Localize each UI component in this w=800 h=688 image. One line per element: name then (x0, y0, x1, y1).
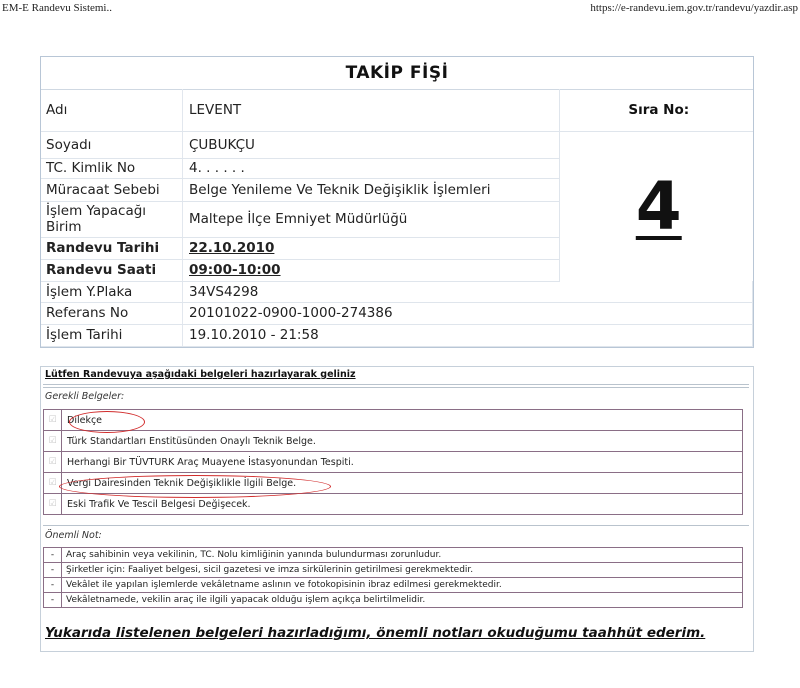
list-item (44, 578, 743, 593)
row-value: 4. . . . . . (183, 158, 560, 178)
row-label: Müracaat Sebebi (41, 178, 183, 201)
list-item (44, 593, 743, 608)
commitment-statement: Yukarıda listelenen belgeleri hazırladığımı, önemli notları okuduğumu taahhüt ederim. (45, 625, 706, 641)
row-label: Referans No (41, 302, 183, 324)
print-header (0, 0, 800, 16)
print-header-url: https://e-randevu.iem.gov.tr/randevu/yazdir.asp (590, 2, 798, 14)
list-item (44, 563, 743, 578)
row-label: İşlem Y.Plaka (41, 281, 183, 302)
row-value: Belge Yenileme Ve Teknik Değişiklik İşlemleri (183, 178, 560, 201)
list-item (44, 452, 743, 473)
list-item (44, 410, 743, 431)
checkbox-icon: ☑ (44, 431, 62, 452)
note-text: Vekâlet ile yapılan işlemlerde vekâletname aslının ve fotokopisinin ibraz edilmesi gerekmektedir. (62, 578, 743, 593)
note-text: Vekâletnamede, vekilin araç ile ilgili yapacak olduğu işlem açıkça belirtilmelidir. (62, 593, 743, 608)
document-item: Vergi Dairesinden Teknik Değişiklikle İlgili Belge. (62, 473, 743, 494)
row-label: İşlem Tarihi (41, 324, 183, 346)
row-label: Randevu Saati (41, 259, 183, 281)
bullet: - (44, 563, 62, 578)
divider (43, 384, 749, 385)
checkbox-icon: ☑ (44, 452, 62, 473)
tracking-receipt (40, 56, 754, 348)
row-label: Randevu Tarihi (41, 237, 183, 259)
bullet: - (44, 593, 62, 608)
document-item: Türk Standartları Enstitüsünden Onaylı Teknik Belge. (62, 431, 743, 452)
handwritten-circle-annotation (59, 475, 331, 498)
row-label: TC. Kimlik No (41, 158, 183, 178)
note-text: Şirketler için: Faaliyet belgesi, sicil gazetesi ve imza sirkülerinin getirilmesi gerekmektedir. (62, 563, 743, 578)
notes-table (43, 547, 743, 608)
row-value: 20101022-0900-1000-274386 (183, 302, 753, 324)
list-item (44, 548, 743, 563)
checkbox-icon: ☑ (44, 410, 62, 431)
row-value: Maltepe İlçe Emniyet Müdürlüğü (183, 201, 560, 237)
required-documents-section (40, 366, 754, 652)
list-item (44, 431, 743, 452)
documents-heading: Lütfen Randevuya aşağıdaki belgeleri hazırlayarak geliniz (45, 369, 356, 380)
print-header-title: EM-E Randevu Sistemi.. (2, 2, 112, 14)
bullet: - (44, 548, 62, 563)
sira-number: 4 (635, 167, 682, 245)
sira-number-cell (560, 131, 753, 281)
notes-title: Önemli Not: (45, 530, 102, 541)
divider (43, 387, 749, 388)
document-item: Herhangi Bir TÜVTURK Araç Muayene İstasyonundan Tespiti. (62, 452, 743, 473)
required-docs-table (43, 409, 743, 515)
row-value: 19.10.2010 - 21:58 (183, 324, 753, 346)
checkbox-icon: ☑ (44, 473, 62, 494)
row-value: LEVENT (183, 89, 560, 131)
note-text: Araç sahibinin veya vekilinin, TC. Nolu kimliğinin yanında bulundurması zorunludur. (62, 548, 743, 563)
row-value: 09:00-10:00 (183, 259, 560, 281)
row-label: İşlem Yapacağı Birim (41, 201, 183, 237)
divider (43, 525, 749, 526)
receipt-table (41, 89, 753, 347)
required-docs-title: Gerekli Belgeler: (45, 391, 125, 402)
bullet: - (44, 578, 62, 593)
row-label: Soyadı (41, 131, 183, 158)
row-value: ÇUBUKÇU (183, 131, 560, 158)
sira-label: Sıra No: (628, 101, 690, 118)
document-item: Eski Trafik Ve Tescil Belgesi Değişecek. (62, 494, 743, 515)
document-item: Dilekçe (62, 410, 743, 431)
receipt-title: TAKİP FİŞİ (41, 57, 753, 90)
row-label: Adı (41, 89, 183, 131)
row-value: 22.10.2010 (183, 237, 560, 259)
checkbox-icon: ☑ (44, 494, 62, 515)
sira-label-cell (560, 89, 753, 131)
handwritten-circle-annotation (69, 411, 145, 433)
row-value: 34VS4298 (183, 281, 753, 302)
